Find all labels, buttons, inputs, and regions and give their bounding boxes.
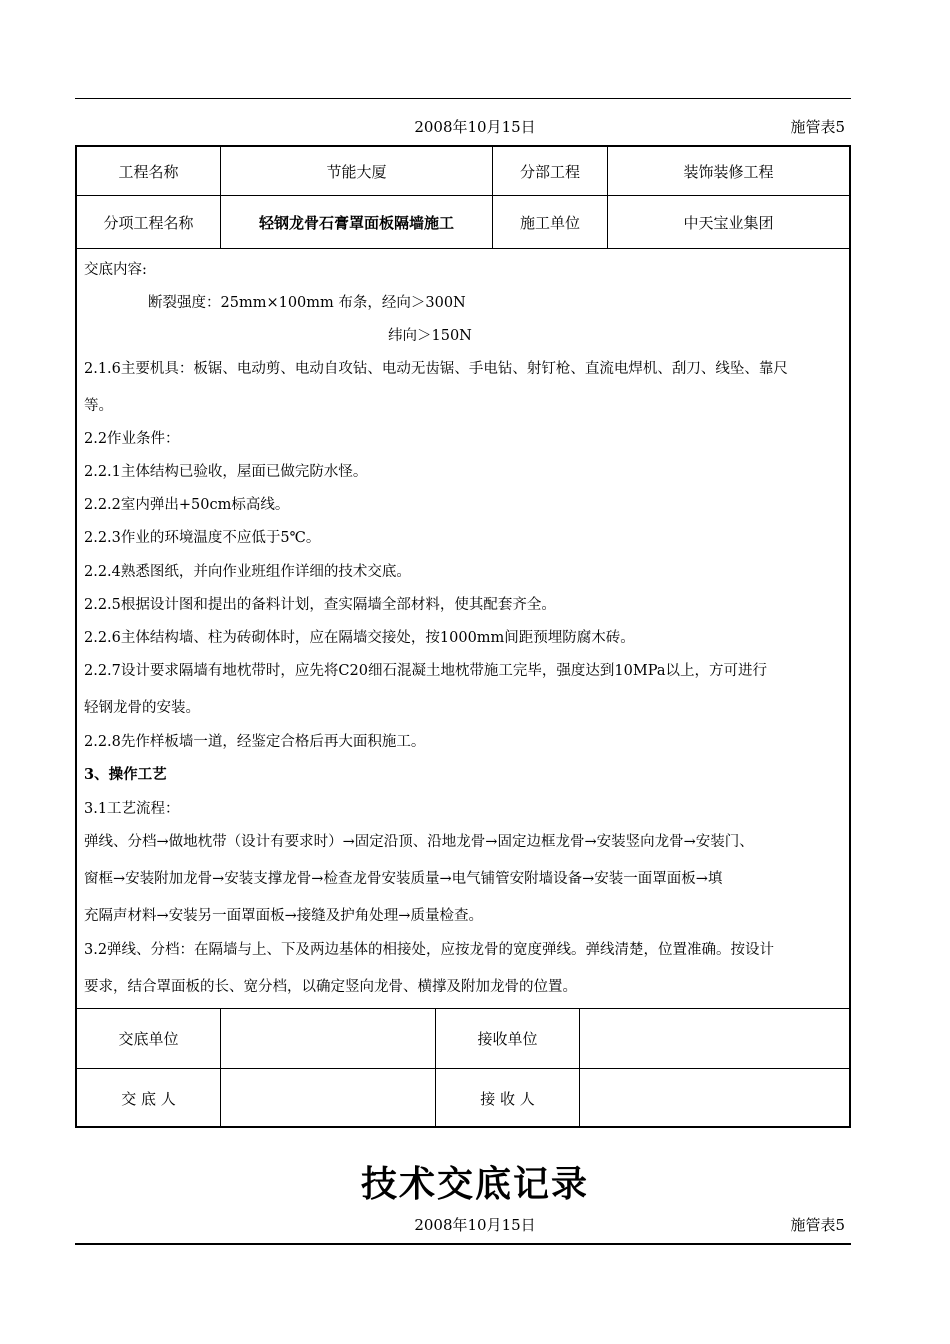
receiver-unit-value[interactable] xyxy=(580,1009,849,1068)
content-line: 2.2.8先作样板墙一道，经鉴定合格后再大面积施工。 xyxy=(84,734,426,750)
section-heading: 3、操作工艺 xyxy=(84,766,167,783)
header-form-number: 施管表5 xyxy=(790,118,845,136)
contractor-value: 中天宝业集团 xyxy=(683,213,774,232)
receiver-person-label: 接 收 人 xyxy=(480,1090,535,1108)
page-title: 技术交底记录 xyxy=(360,1164,589,1205)
project-name-label: 工程名称 xyxy=(118,162,179,181)
bottom-date: 2008年10月15日 xyxy=(414,1216,536,1234)
bottom-form-number: 施管表5 xyxy=(790,1216,845,1234)
row-divider xyxy=(77,248,849,249)
bottom-rule xyxy=(75,1243,851,1245)
issuer-unit-label: 交底单位 xyxy=(118,1030,179,1048)
content-line: 弹线、分档→做地枕带（设计有要求时）→固定沿顶、沿地龙骨→固定边框龙骨→安装竖向龙骨→安装门、 xyxy=(84,834,754,850)
header-date: 2008年10月15日 xyxy=(414,118,536,136)
content-line: 2.2.1主体结构已验收，屋面已做完防水怪。 xyxy=(84,464,368,480)
top-rule xyxy=(75,98,851,99)
content-line: 2.2.7设计要求隔墙有地枕带时，应先将C20细石混凝土地枕带施工完毕，强度达到10MPa以上，方可进行 xyxy=(84,663,767,679)
content-line: 2.2.3作业的环境温度不应低于5℃。 xyxy=(84,530,321,546)
content-line: 窗框→安装附加龙骨→安装支撑龙骨→检查龙骨安装质量→电气铺管安附墙设备→安装一面罩面板→填 xyxy=(84,871,723,887)
content-line: 断裂强度：25mm×100mm 布条，经向＞300N xyxy=(148,295,466,311)
content-line: 充隔声材料→安装另一面罩面板→接缝及护角处理→质量检查。 xyxy=(84,908,483,924)
content-line: 3.1工艺流程： xyxy=(84,801,180,817)
content-line: 纬向＞150N xyxy=(388,328,472,344)
subitem-label: 分项工程名称 xyxy=(103,213,194,232)
project-name-value: 节能大厦 xyxy=(326,162,387,181)
content-line: 3.2弹线、分档：在隔墙与上、下及两边基体的相接处，应按龙骨的宽度弹线。弹线清楚，位置准确。按设计 xyxy=(84,942,775,958)
receiver-person-value[interactable] xyxy=(580,1069,849,1128)
division-label: 分部工程 xyxy=(519,162,580,181)
content-label: 交底内容: xyxy=(84,262,147,278)
division-value: 装饰装修工程 xyxy=(683,162,774,181)
content-line: 2.2.6主体结构墙、柱为砖砌体时，应在隔墙交接处，按1000mm间距预埋防腐木砖。 xyxy=(84,630,635,646)
issuer-unit-value[interactable] xyxy=(221,1009,435,1068)
content-line: 2.2.2室内弹出+50cm标高线。 xyxy=(84,497,290,513)
content-line: 轻钢龙骨的安装。 xyxy=(84,700,200,716)
subitem-value: 轻钢龙骨石膏罩面板隔墙施工 xyxy=(258,213,454,232)
content-line: 2.2.4熟悉图纸，并向作业班组作详细的技术交底。 xyxy=(84,564,411,580)
content-line: 2.2作业条件： xyxy=(84,431,180,447)
content-line: 要求，结合罩面板的长、宽分档，以确定竖向龙骨、横撑及附加龙骨的位置。 xyxy=(84,979,577,995)
issuer-person-value[interactable] xyxy=(221,1069,435,1128)
content-line: 等。 xyxy=(84,398,113,414)
content-line: 2.2.5根据设计图和提出的备料计划，查实隔墙全部材料，使其配套齐全。 xyxy=(84,597,556,613)
contractor-label: 施工单位 xyxy=(519,213,580,232)
receiver-unit-label: 接收单位 xyxy=(477,1030,538,1048)
issuer-person-label: 交 底 人 xyxy=(121,1090,176,1108)
content-line: 2.1.6主要机具：板锯、电动剪、电动自攻钻、电动无齿锯、手电钻、射钉枪、直流电焊机、刮刀、线坠、靠尺 xyxy=(84,361,788,377)
